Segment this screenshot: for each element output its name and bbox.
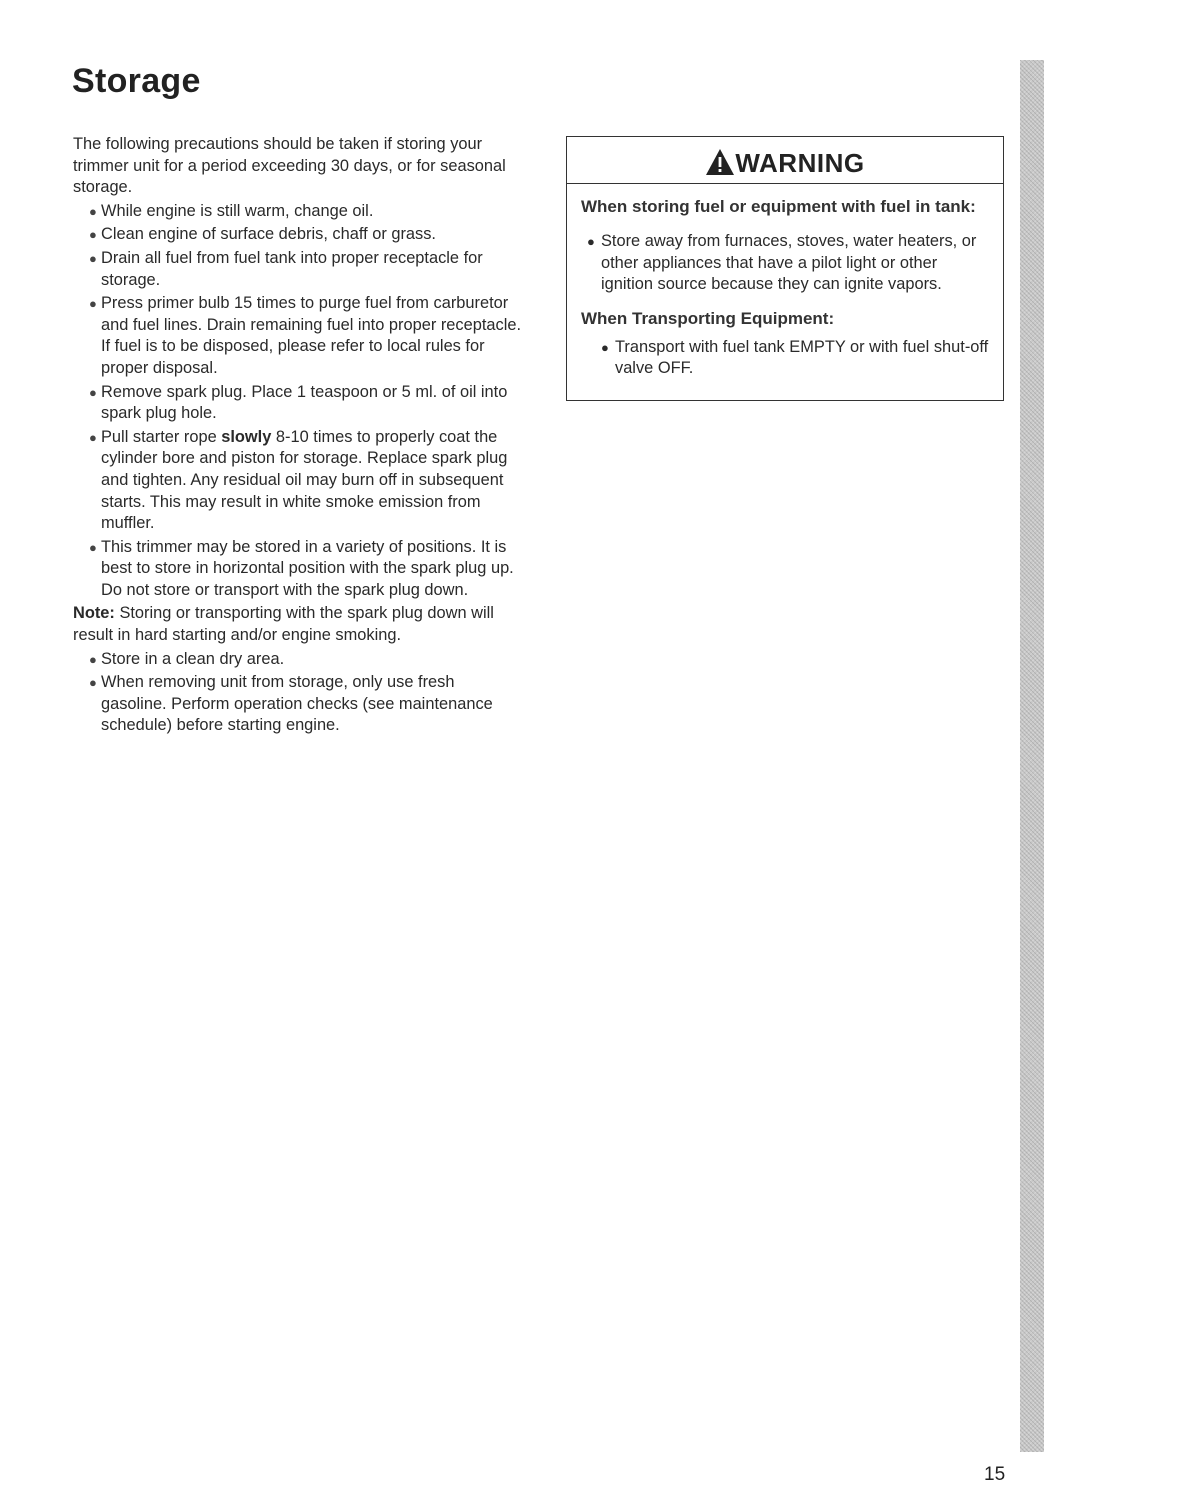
section-edge-tab [1020,60,1044,1452]
emphasis-slowly: slowly [221,427,272,446]
bullet-icon: ● [89,651,97,667]
bullet-icon: ● [89,675,97,691]
bullet-icon: ● [587,234,595,249]
list-item: ● Transport with fuel tank EMPTY or with fuel shut-off valve OFF. [601,337,989,378]
page-title: Storage [72,62,201,100]
warning-title: WARNING [735,147,865,178]
list-item: ● Drain all fuel from fuel tank into proper receptacle for storage. [89,248,483,289]
list-item: ● Clean engine of surface debris, chaff or grass. [73,224,523,246]
bullet-icon: ● [89,203,97,219]
list-item: ● When removing unit from storage, only use fresh gasoline. Perform operation checks (see maintenance schedule) before starting engine. [89,673,493,735]
warning-box [566,136,1004,401]
bullet-icon: ● [89,429,97,445]
warning-body [567,184,1003,390]
bullet-icon: ● [89,384,97,400]
list-item: ● Press primer bulb 15 times to purge fuel from carburetor and fuel lines. Drain remaining fuel into proper receptacle. If fuel is to be disposed, please refer to local rules for proper disposal. [89,294,522,377]
warning-subhead-fuel: When storing fuel or equipment with fuel in tank: [581,197,976,216]
bullet-icon: ● [89,250,97,266]
note-text: Storing or transporting with the spark plug down will result in hard starting and/or engine smoking. [73,604,494,645]
warning-header [567,137,1003,184]
note-label: Note: [73,604,115,623]
warning-triangle-icon [705,148,735,176]
storage-bullet-list [73,201,523,602]
bullet-icon: ● [89,227,97,243]
list-item: ● While engine is still warm, change oil. [73,201,523,223]
warning-fuel-list [581,231,989,296]
warning-subhead-transport: When Transporting Equipment: [581,308,835,328]
bullet-icon: ● [89,539,97,555]
list-item: ● Pull starter rope slowly 8-10 times to properly coat the cylinder bore and piston for storage. Replace spark plug and tighten. Any residual oil may burn off in subsequent starts. This may result in white smoke emission from muffler. [89,427,508,533]
warning-transport-list [581,337,989,380]
list-item: ● Remove spark plug. Place 1 teaspoon or 5 ml. of oil into spark plug hole. [89,382,508,423]
list-item: ● This trimmer may be stored in a variety of positions. It is best to store in horizontal position with the spark plug up. Do not store or transport with the spark plug down. [89,537,514,599]
bullet-icon: ● [89,296,97,312]
storage-note [73,603,523,646]
list-item: ● Store in a clean dry area. [73,649,523,671]
storage-final-bullet-list [73,649,523,737]
storage-intro: The following precautions should be taken if storing your trimmer unit for a period exceeding 30 days, or for seasonal storage. [73,135,506,197]
page-number: 15 [984,1464,1006,1485]
storage-section [73,134,523,739]
list-item: ● Store away from furnaces, stoves, water heaters, or other appliances that have a pilot light or other ignition source because they can ignite vapors. [587,232,977,294]
bullet-icon: ● [601,339,609,355]
